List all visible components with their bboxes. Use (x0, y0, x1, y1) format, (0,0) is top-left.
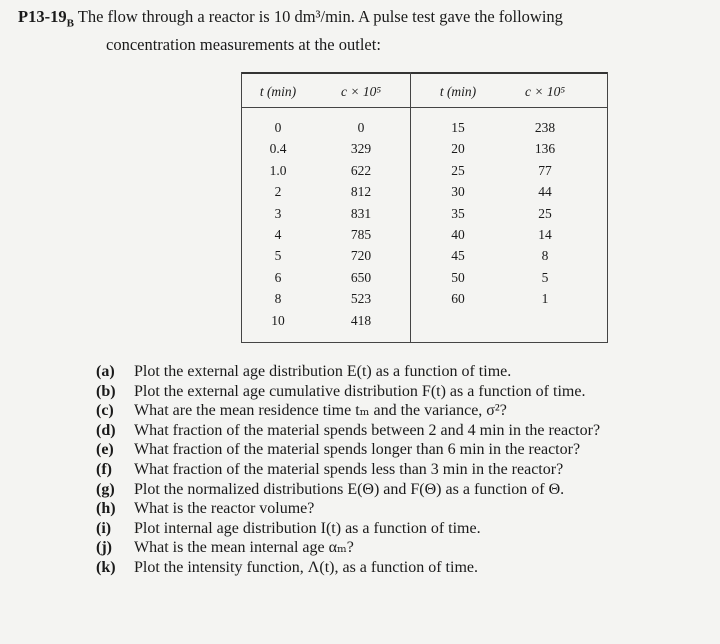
cell-right-conc: 14 (538, 227, 552, 242)
problem-line-2: concentration measurements at the outlet: (106, 35, 381, 55)
cell-left-time: 0.4 (269, 141, 287, 157)
cell-left-conc: 831 (350, 205, 372, 221)
cell-right-conc: 136 (534, 141, 556, 157)
question-text: Plot internal age distribution I(t) as a function of time. (134, 519, 481, 537)
cell-right-conc: 1 (541, 291, 549, 307)
question-label: (f) (96, 460, 112, 478)
header-left-time: t (min) (259, 84, 297, 99)
question-label: (g) (96, 480, 115, 498)
question-item (96, 440, 716, 460)
cell-right-conc: 44 (538, 184, 552, 200)
question-item (96, 499, 716, 519)
problem-id: $P13-19_B$ (18, 7, 74, 30)
cell-right-conc: 25 (538, 205, 552, 221)
table-header-rule (241, 107, 608, 108)
cell-right-time: 15 (451, 120, 465, 135)
table-middle-border (410, 72, 411, 343)
question-text: What fraction of the material spends less than 3 min in the reactor? (134, 460, 564, 478)
question-label: (e) (96, 441, 114, 459)
cell-right-conc: 77 (538, 162, 552, 178)
cell-left-time: 10 (271, 312, 285, 328)
question-item (96, 558, 716, 578)
question-item (96, 460, 716, 480)
cell-left-time: 4 (274, 227, 282, 242)
cell-right-time: 35 (451, 205, 465, 221)
cell-left-time: 2 (274, 184, 282, 200)
cell-left-time: 5 (274, 248, 282, 264)
table-bottom-rule (241, 342, 608, 343)
cell-left-conc: 720 (350, 248, 372, 264)
header-left-conc: c × 10⁵ (340, 84, 382, 99)
cell-left-conc: 0 (357, 120, 365, 135)
cell-left-conc: 523 (350, 291, 372, 307)
question-label: (j) (96, 539, 112, 557)
question-label: (i) (96, 519, 112, 537)
cell-right-time: 25 (451, 162, 465, 178)
question-text: Plot the external age cumulative distribution F(t) as a function of time. (134, 382, 586, 400)
cell-right-conc: 238 (534, 120, 556, 135)
cell-left-conc: 785 (350, 227, 372, 242)
cell-right-time: 20 (451, 141, 465, 157)
cell-left-time: 3 (274, 205, 282, 221)
table-right-border (607, 72, 608, 343)
cell-left-time: 6 (274, 269, 282, 285)
cell-left-conc: 329 (350, 141, 372, 157)
concentration-table (241, 72, 608, 342)
cell-right-time: 60 (451, 291, 465, 307)
cell-left-time: 0 (274, 120, 282, 135)
header-right-time: t (min) (439, 84, 477, 99)
cell-right-time: 50 (451, 269, 465, 285)
header-right-conc: c × 10⁵ (524, 84, 566, 99)
question-text: What is the mean internal age αₘ? (134, 539, 354, 557)
table-left-border (241, 72, 242, 343)
question-item (96, 382, 716, 402)
question-item (96, 401, 716, 421)
problem-line-1: The flow through a reactor is 10 dm³/min. A pulse test gave the following (77, 7, 563, 26)
question-text: What are the mean residence time tₘ and the variance, σ²? (134, 402, 507, 420)
cell-left-conc: 418 (350, 312, 372, 328)
question-text: Plot the intensity function, Λ(t), as a function of time. (134, 558, 478, 576)
problem-statement (18, 6, 708, 56)
cell-right-conc: 5 (541, 269, 549, 285)
question-label: (b) (96, 382, 116, 400)
question-label: (a) (96, 363, 115, 380)
question-label: (h) (96, 500, 116, 518)
question-text: Plot the external age distribution E(t) as a function of time. (134, 363, 512, 380)
question-list (96, 362, 716, 578)
question-item (96, 421, 716, 441)
question-label: (k) (96, 558, 116, 576)
cell-left-conc: 812 (350, 184, 372, 200)
question-item (96, 519, 716, 539)
cell-right-time: 45 (451, 248, 465, 264)
cell-right-time: 30 (451, 184, 465, 200)
cell-left-conc: 650 (350, 269, 372, 285)
question-label: (d) (96, 421, 116, 439)
cell-right-conc: 8 (541, 248, 549, 264)
question-text: Plot the normalized distributions E(Θ) and F(Θ) as a function of Θ. (134, 480, 565, 498)
table-top-rule (241, 72, 608, 74)
question-item (96, 538, 716, 558)
question-text: What is the reactor volume? (134, 500, 315, 518)
question-label: (c) (96, 402, 114, 420)
question-text: What fraction of the material spends between 2 and 4 min in the reactor? (134, 421, 601, 439)
cell-left-time: 1.0 (269, 162, 287, 178)
cell-left-time: 8 (274, 291, 282, 307)
question-item (96, 362, 716, 382)
cell-left-conc: 622 (350, 162, 372, 178)
question-text: What fraction of the material spends longer than 6 min in the reactor? (134, 441, 581, 459)
cell-right-time: 40 (451, 227, 465, 242)
question-item (96, 480, 716, 500)
